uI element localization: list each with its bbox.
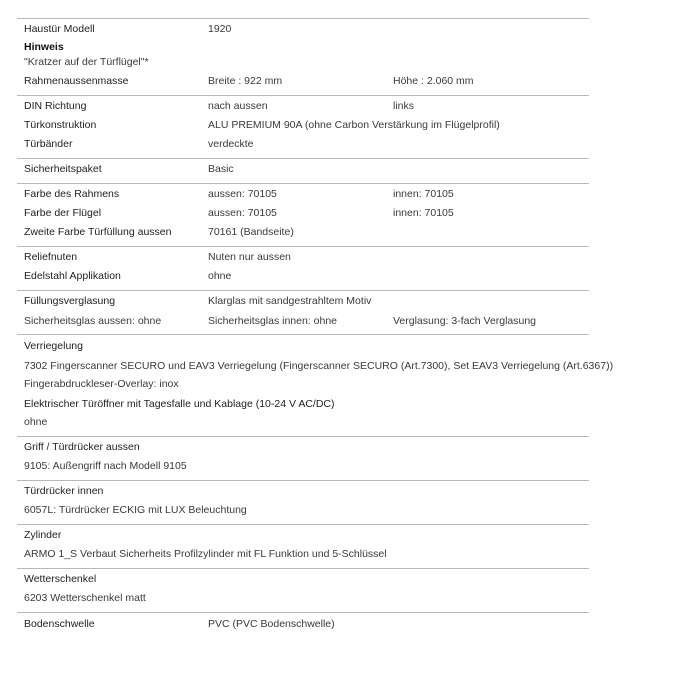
row-reliefnuten — [17, 248, 589, 266]
row-farbe-fluegel — [17, 204, 589, 222]
label-wetterschenkel: Wetterschenkel — [24, 573, 97, 585]
row-tuerbaender — [17, 135, 589, 153]
value-hinweis: "Kratzer auf der Türflügel"* — [24, 56, 149, 68]
row-rahmenaussenmasse — [17, 72, 589, 90]
label-reliefnuten: Reliefnuten — [24, 251, 78, 263]
label-zweite-farbe: Zweite Farbe Türfüllung aussen — [24, 226, 172, 238]
label-druecker-innen: Türdrücker innen — [24, 485, 104, 497]
value-druecker-innen: 6057L: Türdrücker ECKIG mit LUX Beleuchtung — [24, 504, 247, 516]
value-farbe-fluegel-aussen: aussen: 70105 — [208, 207, 277, 219]
divider — [17, 95, 589, 96]
value-verriegelung: 7302 Fingerscanner SECURO und EAV3 Verriegelung (Fingerscanner SECURO (Art.7300), Set EAV3 Verriegelung (Art.6367)) — [24, 360, 614, 372]
value-tuerkonstruktion: ALU PREMIUM 90A (ohne Carbon Verstärkung im Flügelprofil) — [208, 119, 500, 131]
label-tuerbaender: Türbänder — [24, 138, 73, 150]
row-griff-value — [17, 457, 589, 475]
value-haustuer-modell: 1920 — [208, 23, 232, 35]
row-fuellungsverglasung — [17, 292, 589, 310]
row-hinweis-text — [17, 53, 589, 71]
label-verriegelung: Verriegelung — [24, 340, 83, 352]
row-griff — [17, 438, 589, 456]
value-reliefnuten: Nuten nur aussen — [208, 251, 291, 263]
divider — [17, 436, 589, 437]
row-verriegelung-line2 — [17, 375, 589, 393]
divider — [17, 183, 589, 184]
value-fingerabdruckleser: Fingerabdruckleser-Overlay: inox — [24, 378, 179, 390]
value-din-seite: links — [393, 100, 415, 112]
label-tueroeffner: Elektrischer Türöffner mit Tagesfalle und Kablage (10-24 V AC/DC) — [24, 398, 335, 410]
label-sicherheitspaket: Sicherheitspaket — [24, 163, 102, 175]
label-griff: Griff / Türdrücker aussen — [24, 441, 140, 453]
label-rahmenaussenmasse: Rahmenaussenmasse — [24, 75, 129, 87]
row-verriegelung — [17, 337, 589, 355]
row-farbe-rahmen — [17, 185, 589, 203]
divider — [17, 568, 589, 569]
value-sicherheitsglas-innen: Sicherheitsglas innen: ohne — [208, 315, 338, 327]
row-tuerkonstruktion — [17, 116, 589, 134]
row-verriegelung-line1 — [17, 357, 614, 375]
row-druecker-innen-value — [17, 501, 589, 519]
value-farbe-rahmen-aussen: aussen: 70105 — [208, 188, 277, 200]
value-edelstahl: ohne — [208, 270, 232, 282]
value-farbe-fluegel-innen: innen: 70105 — [393, 207, 454, 219]
value-bodenschwelle: PVC (PVC Bodenschwelle) — [208, 618, 335, 630]
label-farbe-fluegel: Farbe der Flügel — [24, 207, 102, 219]
value-griff: 9105: Außengriff nach Modell 9105 — [24, 460, 187, 472]
row-zweite-farbe — [17, 223, 589, 241]
value-breite: Breite : 922 mm — [208, 75, 283, 87]
value-zweite-farbe: 70161 (Bandseite) — [208, 226, 294, 238]
row-wetterschenkel-value — [17, 589, 589, 607]
value-tueroeffner: ohne — [24, 416, 48, 428]
value-sicherheitspaket: Basic — [208, 163, 234, 175]
row-zylinder — [17, 526, 589, 544]
divider — [17, 334, 589, 335]
label-bodenschwelle: Bodenschwelle — [24, 618, 95, 630]
row-sicherheitsglas — [17, 312, 589, 330]
row-druecker-innen — [17, 482, 589, 500]
row-edelstahl — [17, 267, 589, 285]
value-hoehe: Höhe : 2.060 mm — [393, 75, 474, 87]
divider — [17, 158, 589, 159]
divider — [17, 18, 589, 19]
value-wetterschenkel: 6203 Wetterschenkel matt — [24, 592, 146, 604]
divider — [17, 480, 589, 481]
divider — [17, 524, 589, 525]
row-tueroeffner — [17, 395, 589, 413]
value-zylinder: ARMO 1_S Verbaut Sicherheits Profilzylinder mit FL Funktion und 5-Schlüssel — [24, 548, 387, 560]
value-din-richtung: nach aussen — [208, 100, 268, 112]
value-tuerbaender: verdeckte — [208, 138, 254, 150]
divider — [17, 612, 589, 613]
label-edelstahl: Edelstahl Applikation — [24, 270, 121, 282]
value-verglasung: Verglasung: 3-fach Verglasung — [393, 315, 537, 327]
label-hinweis: Hinweis — [24, 41, 64, 53]
row-tueroeffner-value — [17, 413, 589, 431]
value-fuellungsverglasung: Klarglas mit sandgestrahltem Motiv — [208, 295, 372, 307]
row-haustuer-modell — [17, 20, 589, 38]
label-haustuer-modell: Haustür Modell — [24, 23, 95, 35]
row-wetterschenkel — [17, 570, 589, 588]
value-farbe-rahmen-innen: innen: 70105 — [393, 188, 454, 200]
value-sicherheitsglas-aussen: Sicherheitsglas aussen: ohne — [24, 315, 162, 327]
row-sicherheitspaket — [17, 160, 589, 178]
row-zylinder-value — [17, 545, 589, 563]
row-bodenschwelle — [17, 615, 589, 633]
label-din-richtung: DIN Richtung — [24, 100, 87, 112]
row-din-richtung — [17, 97, 589, 115]
label-farbe-rahmen: Farbe des Rahmens — [24, 188, 120, 200]
divider — [17, 246, 589, 247]
divider — [17, 290, 589, 291]
label-zylinder: Zylinder — [24, 529, 62, 541]
label-fuellungsverglasung: Füllungsverglasung — [24, 295, 116, 307]
label-tuerkonstruktion: Türkonstruktion — [24, 119, 97, 131]
